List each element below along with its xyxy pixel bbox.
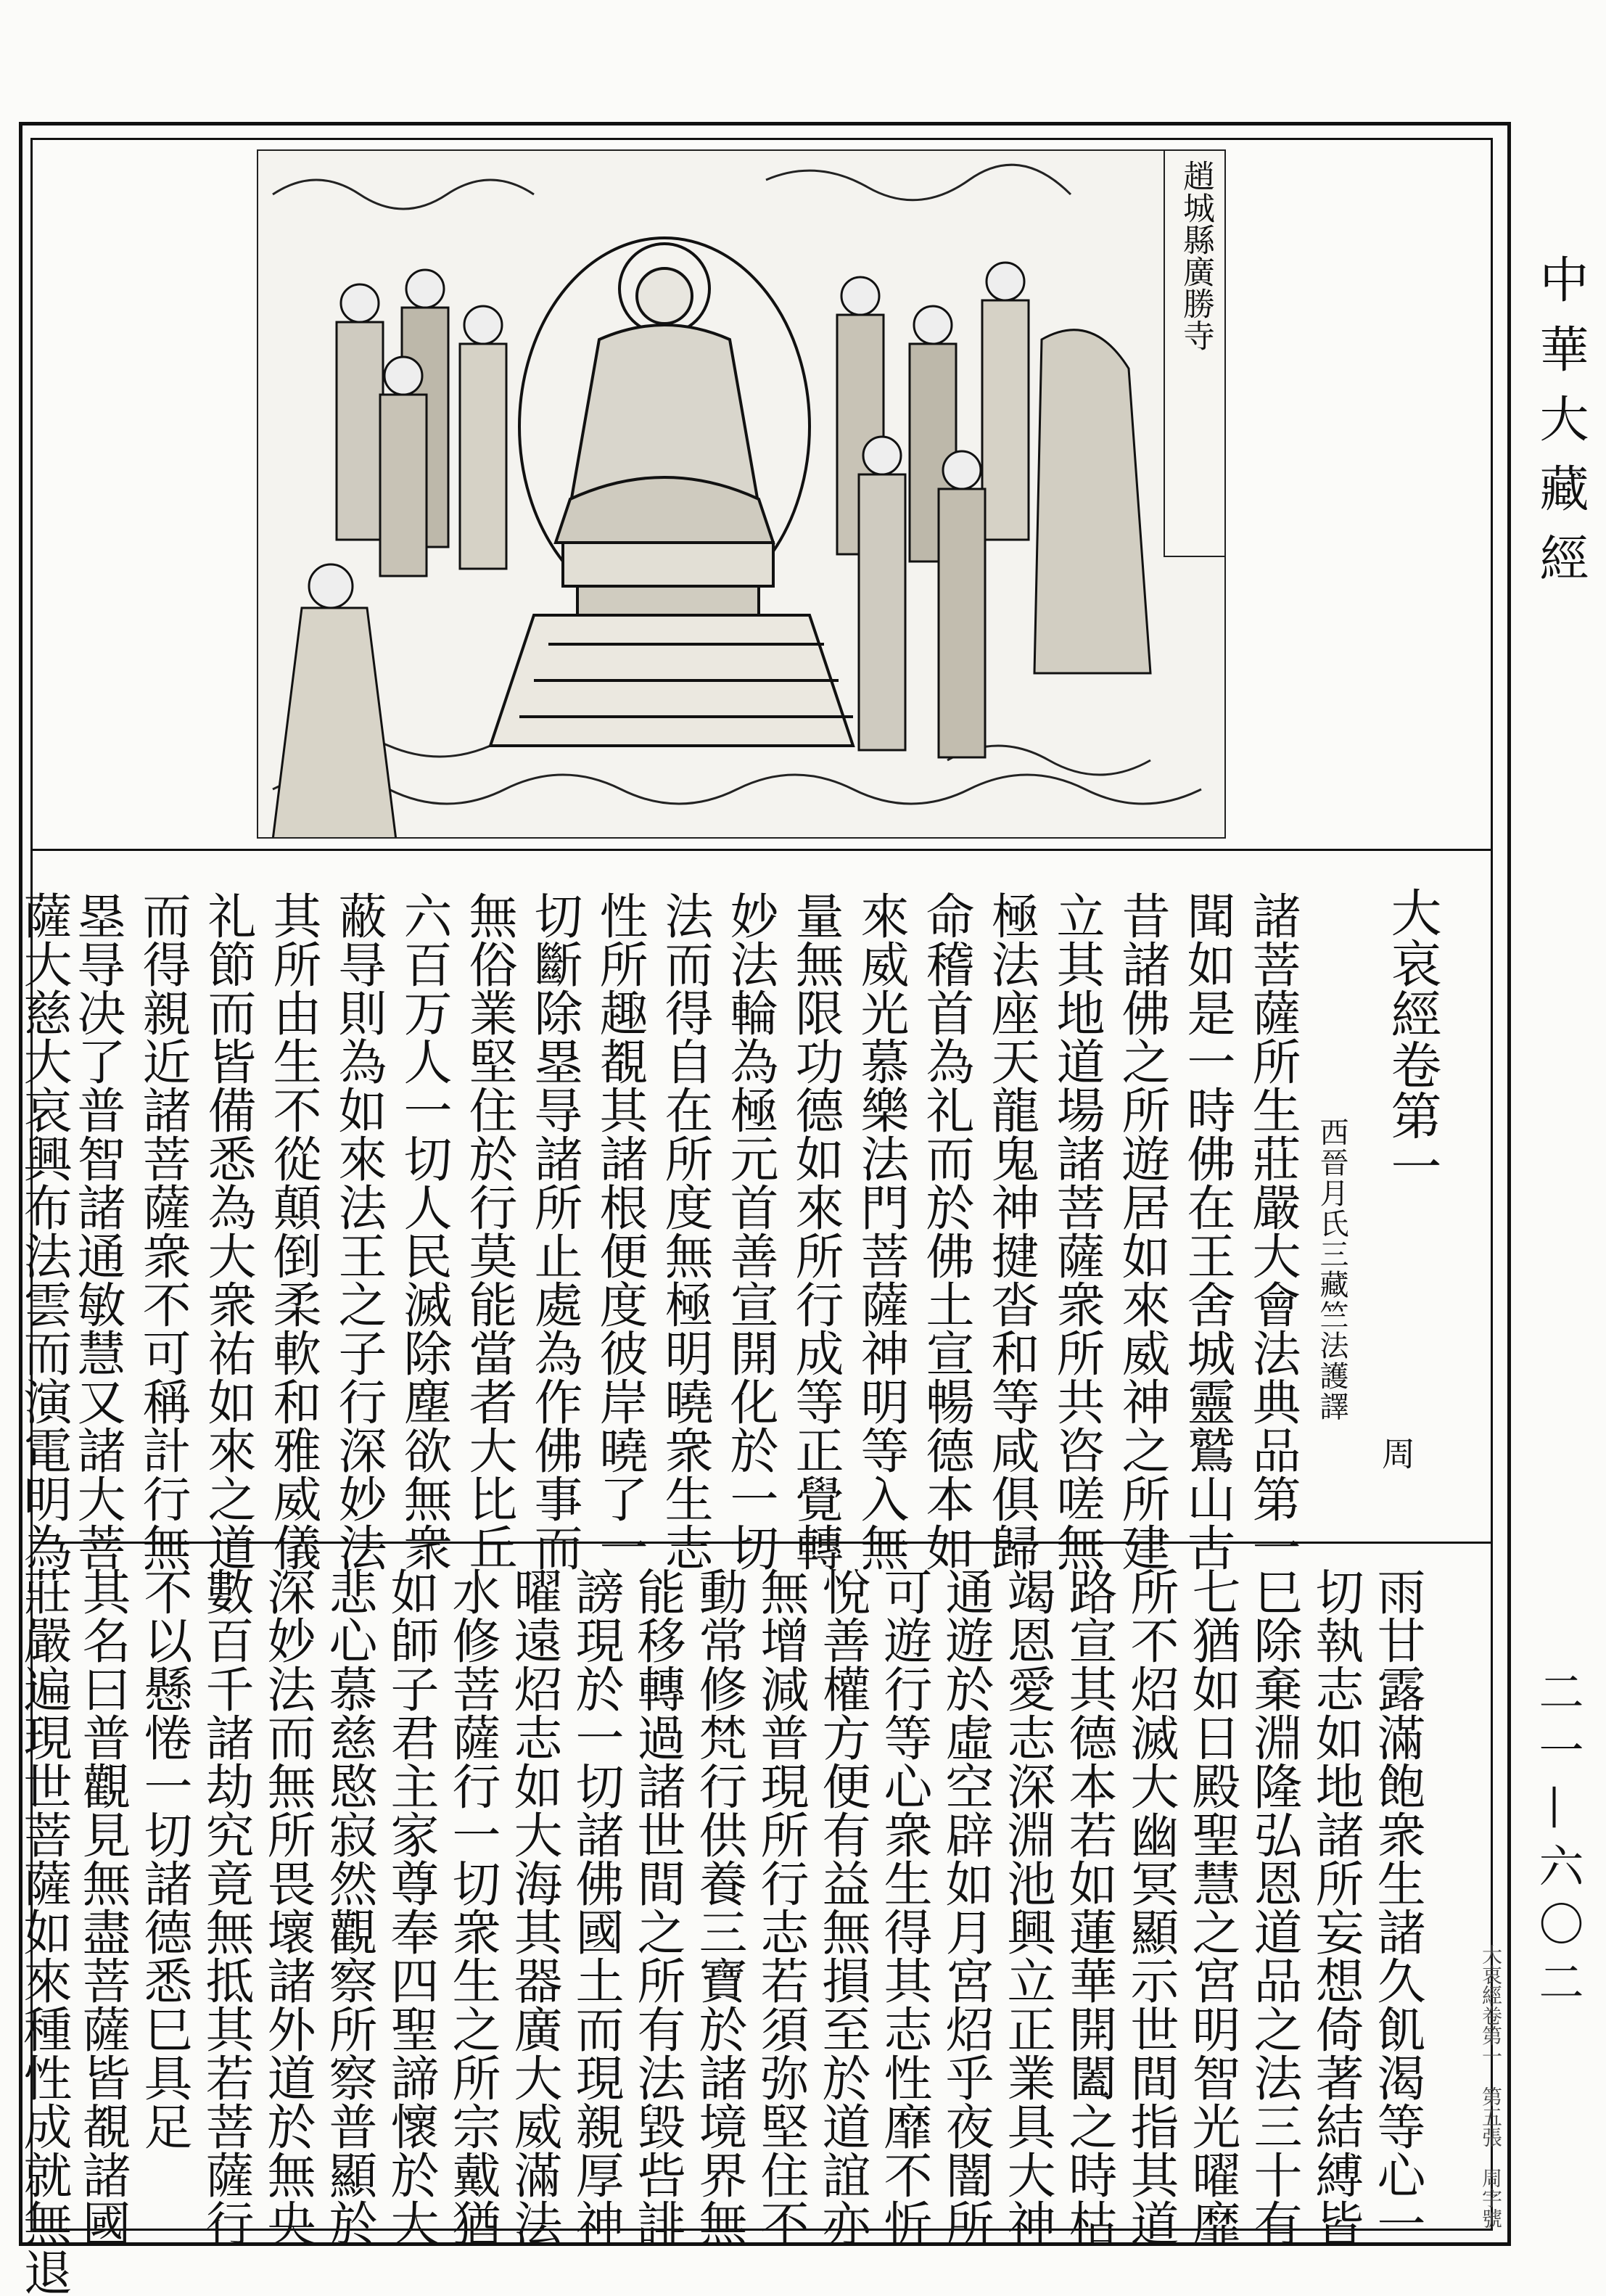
text-column-lower: 其名曰普觀見無盡菩薩皆覩諸國 xyxy=(75,1567,131,2247)
text-column-upper: 性所趣覩其諸根便度彼岸曉了一 xyxy=(592,891,648,1571)
text-column-lower: 能移轉過諸世間之所有法毀呰誹 xyxy=(630,1567,686,2247)
buddha-assembly-woodcut xyxy=(258,151,1226,839)
text-column-lower: 竭恩愛志深淵池興立正業具大神 xyxy=(1000,1567,1056,2247)
frontispiece-illustration xyxy=(257,149,1226,839)
text-column-lower: 所不炤滅大幽冥顯示世間指其道 xyxy=(1123,1567,1179,2247)
text-column-lower: 路宣其德本若如蓮華開闔之時枯 xyxy=(1061,1567,1118,2247)
text-column-upper: 昔諸佛之所遊居如來威神之所建 xyxy=(1114,891,1171,1571)
text-column-lower: 雨甘露滿飽衆生諸久飢渴等心一 xyxy=(1370,1567,1426,2247)
text-column-upper: 立其地道場諸菩薩衆所共咨嗟無 xyxy=(1049,891,1105,1571)
text-column-lower: 謗現於一切諸佛國土而現親厚神 xyxy=(568,1567,625,2247)
text-column-lower: 數百千諸劫究竟無抵其若菩薩行 xyxy=(198,1567,255,2247)
text-column-lower: 悲心慕慈愍寂然觀察所察普顯於 xyxy=(321,1567,378,2247)
text-column-upper: 命稽首為礼而於佛土宣暢德本如 xyxy=(918,891,975,1571)
text-column-upper: 其所由生不從顛倒柔軟和雅威儀 xyxy=(265,891,322,1571)
text-column-lower: 深妙法而無所畏壞諸外道於無央 xyxy=(260,1567,316,2247)
text-column-upper: 妙法輪為極元首善宣開化於一切 xyxy=(722,891,779,1571)
text-column-lower: 不以懸惓一切諸德悉巳具足 xyxy=(136,1567,193,2150)
text-column-upper: 極法座天龍鬼神揵沓和等咸俱歸 xyxy=(984,891,1040,1571)
divider-upper xyxy=(30,849,1493,851)
text-column-upper: 礼節而皆備悉為大衆祐如來之道 xyxy=(200,891,257,1571)
text-column-lower: 莊嚴遍現世菩薩如來種性成就無退 xyxy=(16,1567,73,2296)
text-column-upper: 來威光慕樂法門菩薩神明等入無 xyxy=(853,891,910,1571)
text-column-upper: 蔽㝵則為如來法王之子行深妙法 xyxy=(331,891,387,1571)
text-column-lower: 無增減普現所行志若須弥堅住不 xyxy=(753,1567,810,2247)
text-column-lower: 水修菩薩行一切衆生之所宗戴猶 xyxy=(445,1567,501,2247)
text-column-lower: 曜遠炤志如大海其器廣大威滿法 xyxy=(506,1567,563,2247)
text-column-lower: 切執志如地諸所妄想倚著結縛皆 xyxy=(1308,1567,1364,2247)
page-number: 二一—六〇二 xyxy=(1531,1668,1584,2017)
text-column-upper: 六百万人一切人民滅除塵欲無衆 xyxy=(396,891,453,1571)
temple-caption: 趙城縣廣勝寺 xyxy=(1164,151,1224,557)
sutra-title: 大哀經卷第一 xyxy=(1383,886,1442,1191)
text-column-lower: 七猶如日殿聖慧之宮明智光曜靡 xyxy=(1185,1567,1241,2247)
text-column-upper: 諸菩薩所生莊嚴大會法典品第一 xyxy=(1245,891,1301,1571)
margin-note: 大哀經卷第一 第五張 周字號 xyxy=(1479,1944,1503,2229)
text-column-upper: 聞如是一時佛在王舍城靈鷲山古 xyxy=(1179,891,1236,1571)
translator-line: 西晉月氏三藏竺法護譯 xyxy=(1315,1117,1348,1422)
text-column-upper: 量無限功德如來所行成等正覺轉 xyxy=(788,891,844,1571)
text-column-upper: 薩大慈大哀興布法雲而演電明為 xyxy=(16,891,73,1571)
text-column-lower: 悅善權方便有益無損至於道誼亦 xyxy=(815,1567,871,2247)
dynasty-label: 周 xyxy=(1377,1436,1416,1470)
text-column-lower: 巳除棄淵隆弘恩道品之法三十有 xyxy=(1246,1567,1303,2247)
text-column-upper: 塁㝵决了普智諸通敏慧又諸大菩 xyxy=(70,891,126,1571)
text-column-upper: 法而得自在所度無極明曉衆生志 xyxy=(657,891,714,1571)
text-column-upper: 切斷除塁㝵諸所止處為作佛事而 xyxy=(527,891,583,1571)
text-column-lower: 通遊於虛空辟如月宮炤乎夜闇所 xyxy=(938,1567,995,2247)
text-column-lower: 如師子君主家尊奉四聖諦懷於大 xyxy=(383,1567,440,2247)
text-column-lower: 動常修梵行供養三寶於諸境界無 xyxy=(691,1567,748,2247)
text-column-upper: 而得親近諸菩薩衆不可稱計行無 xyxy=(135,891,192,1571)
collection-title: 中華大藏經 xyxy=(1531,254,1589,602)
text-column-upper: 無俗業堅住於行莫能當者大比丘 xyxy=(461,891,518,1571)
text-column-lower: 可遊行等心衆生得其志性靡不忻 xyxy=(876,1567,933,2247)
